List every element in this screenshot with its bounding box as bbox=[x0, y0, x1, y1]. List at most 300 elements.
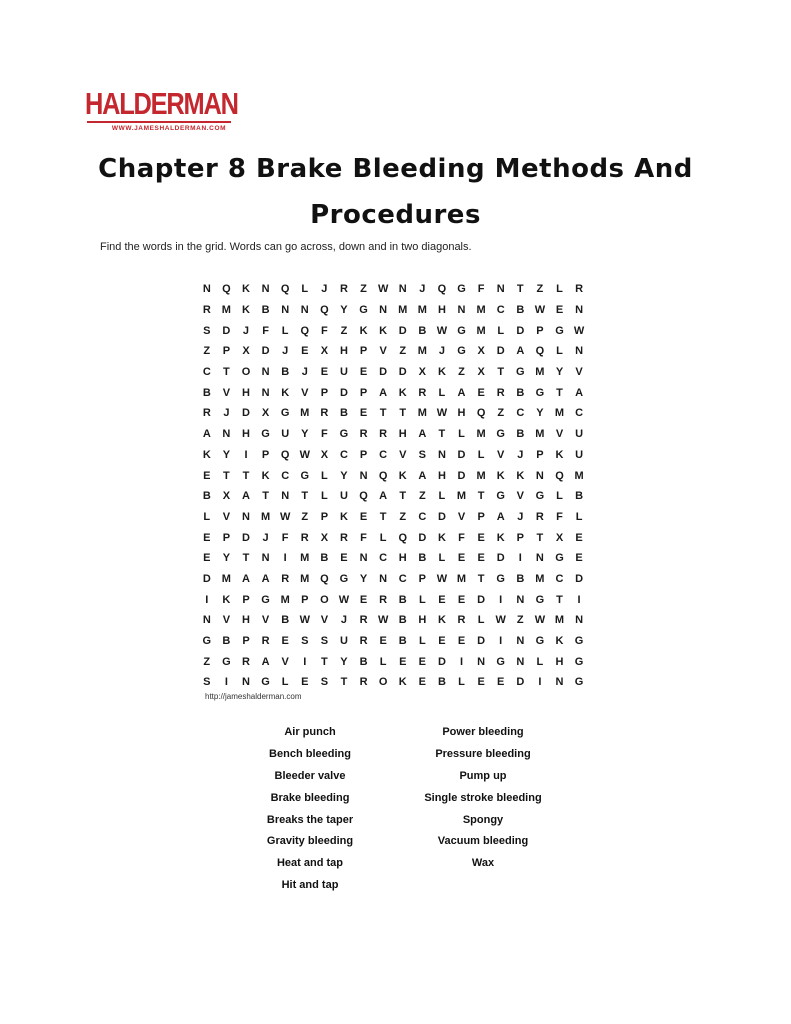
grid-cell: E bbox=[555, 304, 564, 317]
grid-cell: N bbox=[516, 655, 525, 668]
grid-cell: G bbox=[339, 572, 349, 585]
grid-cell: K bbox=[437, 366, 446, 379]
grid-cell: H bbox=[398, 552, 407, 565]
grid-cell: H bbox=[437, 304, 446, 317]
grid-cell: O bbox=[320, 593, 329, 606]
grid-cell: A bbox=[379, 490, 388, 503]
grid-cell: U bbox=[339, 490, 348, 503]
grid-cell: M bbox=[554, 407, 565, 420]
grid-cell: K bbox=[398, 469, 407, 482]
grid-cell: P bbox=[320, 386, 329, 399]
grid-cell: J bbox=[419, 283, 426, 296]
grid-cell: S bbox=[203, 676, 211, 689]
grid-cell: U bbox=[575, 428, 584, 441]
grid-cell: M bbox=[535, 428, 545, 441]
grid-cell: D bbox=[477, 635, 486, 648]
grid-cell: V bbox=[379, 345, 387, 358]
grid-cell: P bbox=[359, 345, 368, 358]
grid-cell: E bbox=[379, 635, 387, 648]
grid-cell: V bbox=[301, 386, 309, 399]
grid-cell: D bbox=[398, 324, 407, 337]
grid-cell: T bbox=[262, 490, 269, 503]
grid-cell: L bbox=[418, 593, 426, 606]
grid-cell: R bbox=[359, 635, 368, 648]
grid-cell: A bbox=[261, 655, 270, 668]
grid-cell: M bbox=[554, 614, 565, 627]
grid-cell: G bbox=[535, 490, 545, 503]
logo-divider bbox=[87, 121, 231, 123]
word-list-item: Gravity bleeding bbox=[266, 835, 354, 848]
grid-cell: L bbox=[281, 324, 289, 337]
grid-cell: P bbox=[222, 345, 231, 358]
grid-cell: Z bbox=[458, 366, 465, 379]
grid-cell: D bbox=[516, 676, 525, 689]
grid-cell: P bbox=[261, 448, 270, 461]
grid-cell: Q bbox=[535, 345, 545, 358]
grid-cell: G bbox=[359, 304, 368, 317]
grid-cell: D bbox=[398, 366, 407, 379]
grid-cell: D bbox=[242, 407, 250, 420]
grid-cell: R bbox=[261, 635, 270, 648]
grid-cell: Q bbox=[359, 490, 368, 503]
grid-cell: J bbox=[517, 510, 524, 523]
grid-cell: V bbox=[320, 614, 329, 627]
grid-cell: I bbox=[518, 552, 522, 565]
grid-cell: N bbox=[516, 593, 525, 606]
grid-cell: C bbox=[379, 552, 388, 565]
grid-cell: G bbox=[535, 593, 545, 606]
grid-cell: B bbox=[281, 366, 290, 379]
grid-cell: R bbox=[202, 304, 211, 317]
grid-cell: J bbox=[321, 283, 328, 296]
grid-cell: J bbox=[242, 324, 250, 337]
grid-cell: T bbox=[379, 510, 387, 523]
grid-cell: K bbox=[496, 469, 505, 482]
grid-cell: W bbox=[436, 572, 448, 585]
grid-cell: E bbox=[203, 469, 211, 482]
grid-cell: M bbox=[300, 407, 310, 420]
grid-cell: K bbox=[496, 531, 505, 544]
grid-cell: N bbox=[535, 469, 544, 482]
grid-cell: T bbox=[399, 407, 407, 420]
grid-cell: M bbox=[476, 469, 486, 482]
grid-cell: N bbox=[575, 614, 584, 627]
grid-cell: Y bbox=[359, 572, 368, 585]
grid-cell: Y bbox=[340, 655, 348, 668]
grid-cell: E bbox=[359, 593, 368, 606]
grid-cell: K bbox=[242, 283, 250, 296]
word-list-item: Pressure bleeding bbox=[435, 747, 531, 760]
instructions-text: Find the words in the grid. Words can go across, down and in two diagonals. bbox=[100, 241, 472, 253]
grid-cell: T bbox=[320, 655, 328, 668]
grid-cell: M bbox=[221, 304, 231, 317]
grid-cell: T bbox=[379, 407, 387, 420]
grid-cell: Z bbox=[497, 407, 505, 420]
grid-cell: C bbox=[555, 572, 564, 585]
grid-cell: G bbox=[339, 428, 349, 441]
grid-cell: D bbox=[437, 510, 446, 523]
grid-cell: H bbox=[242, 614, 250, 627]
word-search-grid bbox=[197, 279, 589, 693]
grid-cell: X bbox=[418, 366, 426, 379]
grid-cell: V bbox=[222, 614, 231, 627]
grid-cell: T bbox=[556, 593, 563, 606]
grid-cell: B bbox=[418, 552, 427, 565]
grid-cell: O bbox=[378, 676, 388, 689]
grid-cell: N bbox=[398, 283, 407, 296]
grid-cell: L bbox=[477, 448, 485, 461]
grid-cell: E bbox=[477, 676, 485, 689]
grid-cell: Q bbox=[300, 324, 310, 337]
grid-cell: K bbox=[261, 469, 270, 482]
grid-cell: D bbox=[202, 572, 211, 585]
grid-cell: G bbox=[496, 428, 505, 441]
grid-cell: K bbox=[437, 614, 446, 627]
grid-cell: M bbox=[300, 552, 310, 565]
grid-cell: L bbox=[438, 386, 446, 399]
grid-cell: K bbox=[379, 324, 388, 337]
grid-cell: G bbox=[574, 635, 584, 648]
grid-cell: B bbox=[437, 676, 446, 689]
grid-cell: X bbox=[555, 531, 564, 544]
grid-cell: Q bbox=[555, 469, 564, 482]
grid-cell: B bbox=[575, 490, 584, 503]
grid-cell: E bbox=[497, 676, 505, 689]
grid-cell: G bbox=[457, 283, 466, 296]
grid-cell: E bbox=[438, 635, 446, 648]
grid-cell: F bbox=[458, 531, 465, 544]
grid-cell: F bbox=[281, 531, 289, 544]
grid-cell: V bbox=[457, 510, 466, 523]
grid-cell: L bbox=[281, 676, 289, 689]
grid-cell: R bbox=[379, 428, 388, 441]
grid-cell: W bbox=[436, 324, 448, 337]
grid-cell: P bbox=[359, 386, 368, 399]
grid-cell: N bbox=[242, 510, 250, 523]
grid-cell: W bbox=[299, 448, 310, 461]
grid-cell: R bbox=[418, 386, 427, 399]
grid-cell: E bbox=[477, 552, 485, 565]
grid-cell: L bbox=[556, 490, 563, 503]
grid-cell: H bbox=[242, 428, 250, 441]
grid-cell: A bbox=[379, 386, 388, 399]
grid-cell: G bbox=[280, 407, 290, 420]
grid-cell: T bbox=[301, 490, 309, 503]
grid-cell: B bbox=[222, 635, 231, 648]
grid-cell: F bbox=[477, 283, 485, 296]
grid-cell: D bbox=[437, 655, 446, 668]
grid-cell: C bbox=[516, 407, 525, 420]
grid-cell: E bbox=[359, 366, 368, 379]
grid-cell: Z bbox=[399, 345, 407, 358]
word-list-item: Air punch bbox=[284, 726, 336, 738]
word-list-item: Breaks the taper bbox=[266, 813, 354, 826]
grid-cell: B bbox=[359, 655, 368, 668]
grid-cell: E bbox=[438, 593, 446, 606]
grid-cell: R bbox=[300, 531, 309, 544]
grid-cell: J bbox=[438, 345, 445, 358]
grid-cell: B bbox=[516, 304, 525, 317]
grid-cell: V bbox=[261, 614, 270, 627]
grid-cell: X bbox=[477, 345, 485, 358]
grid-cell: V bbox=[281, 655, 289, 668]
grid-cell: V bbox=[399, 448, 407, 461]
grid-cell: C bbox=[575, 407, 584, 420]
grid-cell: K bbox=[437, 531, 446, 544]
grid-cell: P bbox=[536, 324, 544, 337]
grid-cell: G bbox=[555, 324, 564, 337]
grid-cell: F bbox=[556, 510, 563, 523]
grid-cell: U bbox=[339, 366, 348, 379]
grid-cell: C bbox=[281, 469, 290, 482]
grid-cell: P bbox=[359, 448, 368, 461]
grid-cell: Q bbox=[280, 448, 290, 461]
grid-cell: G bbox=[574, 655, 584, 668]
grid-cell: E bbox=[203, 531, 211, 544]
logo-text: HALDERMAN bbox=[85, 86, 238, 121]
grid-cell: N bbox=[261, 283, 270, 296]
grid-cell: K bbox=[242, 304, 250, 317]
grid-cell: H bbox=[398, 428, 407, 441]
grid-cell: N bbox=[261, 386, 270, 399]
grid-cell: M bbox=[476, 304, 486, 317]
grid-cell: X bbox=[320, 345, 329, 358]
grid-cell: E bbox=[359, 510, 368, 523]
grid-cell: V bbox=[222, 510, 231, 523]
grid-cell: U bbox=[281, 428, 290, 441]
grid-cell: B bbox=[339, 407, 348, 420]
grid-cell: A bbox=[457, 386, 466, 399]
word-list-item: Wax bbox=[471, 857, 495, 870]
grid-cell: N bbox=[261, 552, 270, 565]
grid-cell: M bbox=[221, 572, 231, 585]
grid-cell: X bbox=[320, 448, 329, 461]
grid-cell: G bbox=[261, 593, 270, 606]
grid-cell: I bbox=[459, 655, 464, 668]
word-list-item: Single stroke bleeding bbox=[424, 791, 542, 804]
grid-cell: I bbox=[244, 448, 248, 461]
grid-cell: M bbox=[280, 593, 290, 606]
grid-cell: W bbox=[534, 304, 546, 317]
grid-cell: A bbox=[418, 469, 427, 482]
grid-cell: A bbox=[496, 510, 505, 523]
grid-cell: Z bbox=[516, 614, 524, 627]
grid-cell: Q bbox=[320, 304, 329, 317]
grid-cell: G bbox=[535, 635, 545, 648]
grid-cell: Z bbox=[399, 510, 407, 523]
grid-cell: G bbox=[261, 676, 270, 689]
grid-cell: L bbox=[203, 510, 211, 523]
grid-cell: C bbox=[496, 304, 505, 317]
grid-cell: L bbox=[301, 283, 309, 296]
word-list-item: Brake bleeding bbox=[270, 791, 350, 804]
grid-cell: B bbox=[516, 572, 525, 585]
grid-cell: N bbox=[437, 448, 446, 461]
grid-cell: F bbox=[320, 324, 328, 337]
grid-cell: E bbox=[575, 552, 583, 565]
grid-cell: K bbox=[222, 593, 231, 606]
grid-cell: Q bbox=[320, 572, 329, 585]
grid-cell: M bbox=[398, 304, 408, 317]
grid-cell: G bbox=[202, 635, 212, 648]
grid-cell: G bbox=[535, 386, 545, 399]
word-list-item: Spongy bbox=[462, 813, 504, 826]
grid-cell: G bbox=[516, 366, 525, 379]
grid-cell: I bbox=[499, 593, 503, 606]
grid-cell: R bbox=[202, 407, 211, 420]
grid-cell: W bbox=[377, 283, 389, 296]
grid-cell: X bbox=[242, 345, 250, 358]
grid-cell: V bbox=[222, 386, 231, 399]
grid-cell: N bbox=[555, 676, 564, 689]
grid-cell: N bbox=[477, 655, 486, 668]
grid-cell: S bbox=[320, 635, 329, 648]
grid-cell: R bbox=[242, 655, 250, 668]
grid-cell: B bbox=[320, 552, 329, 565]
grid-cell: D bbox=[496, 345, 505, 358]
grid-cell: W bbox=[573, 324, 585, 337]
grid-cell: Z bbox=[340, 324, 348, 337]
grid-cell: Z bbox=[418, 490, 426, 503]
grid-cell: L bbox=[556, 345, 563, 358]
grid-cell: P bbox=[242, 635, 250, 648]
word-list-item: Vacuum bleeding bbox=[437, 835, 529, 848]
grid-cell: X bbox=[320, 531, 329, 544]
grid-cell: J bbox=[223, 407, 230, 420]
grid-cell: R bbox=[359, 428, 368, 441]
grid-cell: P bbox=[222, 531, 231, 544]
grid-cell: Q bbox=[437, 283, 447, 296]
grid-cell: L bbox=[458, 428, 465, 441]
grid-cell: L bbox=[418, 635, 426, 648]
grid-cell: M bbox=[574, 469, 584, 482]
grid-cell: Z bbox=[536, 283, 544, 296]
logo-website-text: WWW.JAMESHALDERMAN.COM bbox=[111, 125, 227, 132]
grid-cell: Q bbox=[398, 531, 408, 544]
grid-cell: Y bbox=[536, 407, 544, 420]
grid-cell: H bbox=[437, 469, 446, 482]
grid-cell: L bbox=[477, 614, 485, 627]
grid-cell: P bbox=[301, 593, 309, 606]
grid-cell: K bbox=[359, 324, 368, 337]
grid-cell: C bbox=[379, 448, 388, 461]
grid-cell: D bbox=[418, 531, 427, 544]
grid-cell: D bbox=[261, 345, 270, 358]
grid-cell: I bbox=[283, 552, 287, 565]
grid-cell: L bbox=[536, 655, 544, 668]
grid-cell: R bbox=[575, 283, 584, 296]
grid-cell: R bbox=[457, 614, 466, 627]
grid-cell: B bbox=[516, 386, 525, 399]
grid-cell: T bbox=[497, 366, 505, 379]
grid-cell: C bbox=[202, 366, 211, 379]
grid-cell: H bbox=[418, 614, 427, 627]
grid-cell: G bbox=[496, 572, 505, 585]
grid-cell: E bbox=[301, 345, 309, 358]
grid-cell: P bbox=[320, 510, 329, 523]
grid-cell: M bbox=[535, 366, 545, 379]
grid-cell: F bbox=[262, 324, 269, 337]
grid-cell: T bbox=[438, 428, 446, 441]
word-list-item: Bench bleeding bbox=[269, 747, 351, 760]
grid-cell: H bbox=[457, 407, 466, 420]
grid-cell: B bbox=[281, 614, 290, 627]
grid-cell: L bbox=[458, 676, 465, 689]
grid-cell: K bbox=[202, 448, 211, 461]
grid-cell: S bbox=[301, 635, 309, 648]
grid-cell: I bbox=[577, 593, 581, 606]
grid-cell: B bbox=[398, 614, 407, 627]
grid-cell: E bbox=[359, 407, 368, 420]
grid-cell: L bbox=[438, 552, 446, 565]
grid-cell: E bbox=[575, 531, 583, 544]
grid-cell: Y bbox=[301, 428, 309, 441]
grid-cell: I bbox=[303, 655, 307, 668]
grid-cell: P bbox=[418, 572, 426, 585]
grid-cell: N bbox=[202, 283, 211, 296]
grid-cell: T bbox=[516, 283, 524, 296]
grid-cell: Z bbox=[301, 510, 309, 523]
grid-cell: Z bbox=[203, 655, 211, 668]
grid-cell: M bbox=[417, 407, 427, 420]
grid-cell: W bbox=[377, 614, 389, 627]
grid-cell: J bbox=[282, 345, 289, 358]
grid-cell: N bbox=[575, 304, 584, 317]
grid-cell: K bbox=[339, 510, 348, 523]
grid-cell: J bbox=[340, 614, 348, 627]
grid-cell: D bbox=[379, 366, 388, 379]
grid-cell: L bbox=[320, 490, 328, 503]
grid-cell: W bbox=[495, 614, 506, 627]
grid-cell: V bbox=[555, 428, 564, 441]
grid-cell: D bbox=[477, 593, 486, 606]
grid-cell: K bbox=[398, 386, 407, 399]
grid-cell: G bbox=[496, 490, 505, 503]
grid-cell: I bbox=[205, 593, 209, 606]
grid-cell: D bbox=[457, 448, 466, 461]
grid-cell: R bbox=[359, 614, 368, 627]
grid-cell: A bbox=[575, 386, 584, 399]
grid-cell: F bbox=[320, 428, 328, 441]
grid-cell: A bbox=[242, 572, 250, 585]
grid-cell: S bbox=[203, 324, 211, 337]
grid-cell: T bbox=[223, 469, 230, 482]
word-list-item: Bleeder valve bbox=[274, 769, 346, 782]
grid-cell: D bbox=[222, 324, 231, 337]
grid-cell: N bbox=[457, 304, 466, 317]
grid-cell: P bbox=[477, 510, 485, 523]
grid-cell: I bbox=[538, 676, 542, 689]
grid-cell: M bbox=[417, 304, 427, 317]
grid-cell: N bbox=[379, 304, 388, 317]
grid-cell: N bbox=[496, 283, 505, 296]
grid-cell: Y bbox=[340, 469, 348, 482]
word-list-left bbox=[225, 722, 395, 897]
grid-cell: C bbox=[339, 448, 348, 461]
grid-cell: E bbox=[477, 386, 485, 399]
grid-cell: L bbox=[575, 510, 583, 523]
word-list-item: Hit and tap bbox=[281, 879, 339, 892]
grid-cell: D bbox=[516, 324, 525, 337]
grid-cell: E bbox=[399, 655, 407, 668]
grid-cell: T bbox=[477, 572, 485, 585]
grid-cell: H bbox=[242, 386, 250, 399]
grid-cell: T bbox=[223, 366, 230, 379]
grid-cell: L bbox=[379, 655, 387, 668]
grid-cell: T bbox=[340, 676, 348, 689]
grid-cell: P bbox=[516, 531, 524, 544]
grid-cell: Z bbox=[203, 345, 211, 358]
